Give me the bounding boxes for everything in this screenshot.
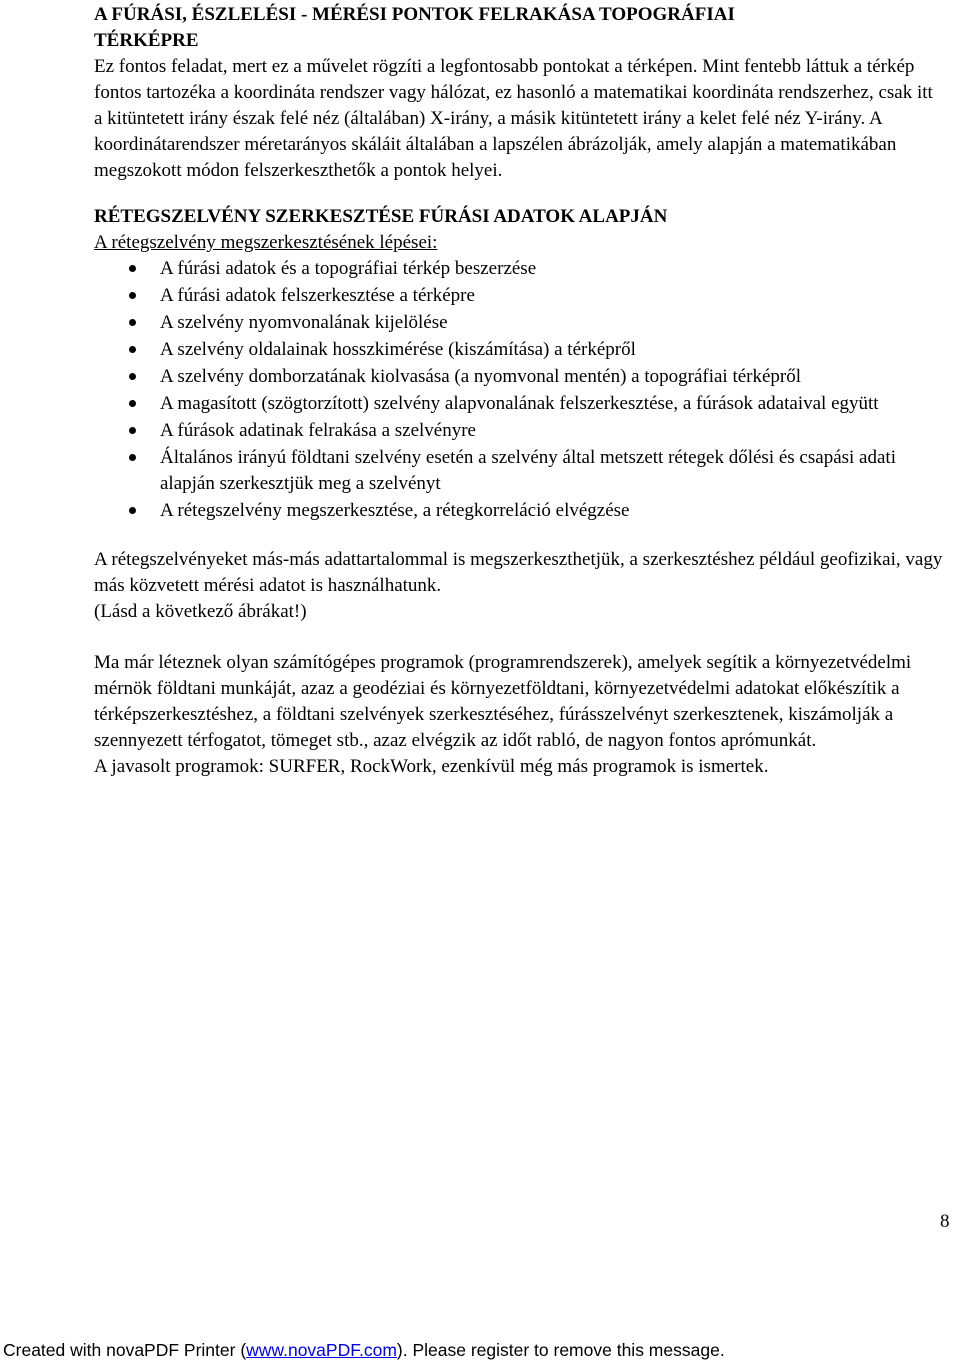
bullet-icon bbox=[129, 454, 136, 461]
bullet-icon bbox=[129, 346, 136, 353]
page-content bbox=[94, 2, 944, 780]
section-heading-1-line-2: TÉRKÉPRE bbox=[94, 30, 199, 51]
list-item-text: Általános irányú földtani szelvény esetén a szelvény által metszett rétegek dőlési és csapási adati alapján szerkesztjük meg a szelvényt bbox=[160, 447, 896, 494]
list-item-text: A szelvény oldalainak hosszkimérése (kiszámítása) a térképről bbox=[160, 339, 636, 360]
list-item-text: A fúrások adatinak felrakása a szelvényre bbox=[160, 420, 476, 441]
bullet-icon bbox=[129, 319, 136, 326]
footer-prefix: Created with novaPDF Printer ( bbox=[3, 1340, 247, 1360]
bullet-icon bbox=[129, 265, 136, 272]
section-2-paragraph-3: A javasolt programok: SURFER, RockWork, ezenkívül még más programok is ismertek. bbox=[94, 756, 769, 777]
list-item-text: A szelvény nyomvonalának kijelölése bbox=[160, 312, 448, 333]
section-heading-2: RÉTEGSZELVÉNY SZERKESZTÉSE FÚRÁSI ADATOK ALAPJÁN bbox=[94, 206, 668, 227]
section-2-paragraph-1: A rétegszelvényeket más-más adattartalommal is megszerkeszthetjük, a szerkesztéshez például geofizikai, vagy más közvetett mérési adatot is használhatunk. bbox=[94, 549, 943, 596]
section-1-paragraph: Ez fontos feladat, mert ez a művelet rögzíti a legfontosabb pontokat a térképen. Mint fentebb láttuk a térkép fontos tartozéka a koordináta rendszer vagy hálózat, ez hasonló a matematikai koordináta rendszerhez, csak itt a kitüntetett irány észak felé néz (általában) X-irány, a másik kitüntetett irány a kelet felé néz Y-irány. A koordinátarendszer méretarányos skáláit általában a lapszélen ábrázolják, amely alapján a matematikában megszokott módon felszerkeszthetők a pontok helyei. bbox=[94, 56, 933, 181]
section-2-paragraph-1-note: (Lásd a következő ábrákat!) bbox=[94, 601, 307, 622]
list-item bbox=[94, 364, 944, 390]
bullet-icon bbox=[129, 292, 136, 299]
list-item bbox=[94, 391, 944, 417]
footer-link[interactable]: www.novaPDF.com bbox=[246, 1340, 397, 1360]
list-item bbox=[94, 283, 944, 309]
list-item bbox=[94, 445, 944, 497]
list-item bbox=[94, 418, 944, 444]
bullet-icon bbox=[129, 373, 136, 380]
list-item-text: A szelvény domborzatának kiolvasása (a nyomvonal mentén) a topográfiai térképről bbox=[160, 366, 802, 387]
footer-suffix: ). Please register to remove this message. bbox=[396, 1340, 725, 1360]
bullet-icon bbox=[129, 507, 136, 514]
list-item bbox=[94, 337, 944, 363]
list-item bbox=[94, 310, 944, 336]
bullet-icon bbox=[129, 400, 136, 407]
steps-list bbox=[94, 256, 944, 524]
list-item-text: A rétegszelvény megszerkesztése, a rétegkorreláció elvégzése bbox=[160, 500, 630, 521]
footer-watermark bbox=[3, 1339, 725, 1361]
list-item-text: A magasított (szögtorzított) szelvény alapvonalának felszerkesztése, a fúrások adataival együtt bbox=[160, 393, 879, 414]
section-2-paragraph-2: Ma már léteznek olyan számítógépes programok (programrendszerek), amelyek segítik a környezetvédelmi mérnök földtani munkáját, azaz a geodéziai és környezetföldtani, környezetvédelmi adatokat előkészítik a térképszerkesztéshez, a földtani szelvények szerkesztéséhez, fúrásszelvényt szerkesztenek, kiszámolják a szennyezett térfogatot, tömeget stb., azaz elvégzik az időt rabló, de nagyon fontos aprómunkát. bbox=[94, 652, 912, 751]
page-number: 8 bbox=[940, 1211, 950, 1232]
list-item-text: A fúrási adatok és a topográfiai térkép beszerzése bbox=[160, 258, 537, 279]
list-item bbox=[94, 256, 944, 282]
section-heading-1-line-1: A FÚRÁSI, ÉSZLELÉSI - MÉRÉSI PONTOK FELRAKÁSA TOPOGRÁFIAI bbox=[94, 4, 735, 25]
bullet-icon bbox=[129, 427, 136, 434]
list-item bbox=[94, 498, 944, 524]
steps-subheading: A rétegszelvény megszerkesztésének lépései: bbox=[94, 232, 438, 253]
list-item-text: A fúrási adatok felszerkesztése a térképre bbox=[160, 285, 475, 306]
